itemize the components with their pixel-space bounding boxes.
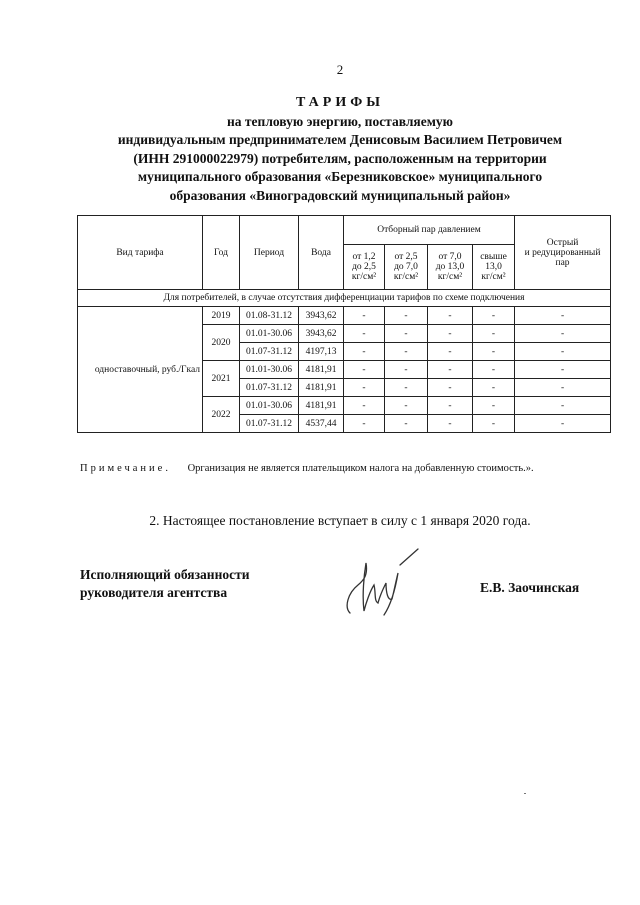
header-year: Год [203, 216, 240, 290]
dash-cell: - [515, 397, 611, 415]
steam-header-line: свыше [480, 252, 507, 262]
header-sharp-line: Острый [546, 237, 579, 248]
water-cell: 4181,91 [299, 397, 344, 415]
handwritten-signature [340, 545, 440, 620]
tariff-table [77, 215, 611, 433]
dash-cell: - [515, 379, 611, 397]
header-period: Период [240, 216, 299, 290]
header-tariff-type: Вид тарифа [78, 216, 203, 290]
year-cell: 2022 [203, 397, 240, 433]
steam-header-line: от 1,2 [352, 252, 376, 262]
dash-cell: - [344, 325, 385, 343]
table-row [78, 307, 611, 325]
note-label: Примечание. [80, 463, 171, 474]
title-line: индивидуальным предпринимателем Денисовым Василием Петровичем [117, 132, 563, 147]
dash-cell: - [515, 343, 611, 361]
period-cell: 01.07-31.12 [240, 379, 299, 397]
steam-header-line: кг/см² [351, 272, 377, 282]
dash-cell: - [385, 415, 428, 433]
title-line: муниципального образования «Березниковское» муниципального [137, 169, 543, 184]
dash-cell: - [344, 397, 385, 415]
water-cell: 4181,91 [299, 361, 344, 379]
year-cell: 2019 [203, 307, 240, 325]
dash-cell: - [473, 343, 515, 361]
rate-type-cell: одноставочный, руб./Гкал [78, 307, 203, 433]
title-line: на тепловую энергию, поставляемую [227, 113, 453, 129]
header-steam-2 [385, 245, 428, 290]
title-line: образования «Виноградовский муниципальный район» [169, 187, 511, 203]
dash-cell: - [428, 397, 473, 415]
period-cell: 01.07-31.12 [240, 343, 299, 361]
steam-header-line: от 7,0 [438, 252, 462, 262]
period-cell: 01.01-30.06 [240, 397, 299, 415]
note-text: Организация не является плательщиком налога на добавленную стоимость.». [187, 463, 534, 474]
period-cell: 01.01-30.06 [240, 361, 299, 379]
water-cell: 4537,44 [299, 415, 344, 433]
clause-text: 2. Настоящее постановление вступает в силу с 1 января 2020 года. [149, 513, 531, 528]
dash-cell: - [428, 361, 473, 379]
dash-cell: - [385, 325, 428, 343]
dash-cell: - [385, 343, 428, 361]
header-steam-4 [473, 245, 515, 290]
dash-cell: - [344, 379, 385, 397]
position-line: Исполняющий обязанности [80, 567, 250, 582]
water-cell: 3943,62 [299, 307, 344, 325]
period-cell: 01.08-31.12 [240, 307, 299, 325]
water-cell: 3943,62 [299, 325, 344, 343]
header-sharp-line: и редуцированный [524, 247, 601, 258]
dash-cell: - [515, 415, 611, 433]
header-sharp-steam [515, 216, 611, 290]
dash-cell: - [428, 415, 473, 433]
page-number: 2 [336, 62, 344, 77]
note [80, 463, 534, 474]
title-heading: ТАРИФЫ [296, 95, 384, 110]
dash-cell: - [344, 343, 385, 361]
header-water: Вода [299, 216, 344, 290]
dash-cell: - [428, 379, 473, 397]
dash-cell: - [428, 307, 473, 325]
title-line: (ИНН 291000022979) потребителям, расположенным на территории [133, 150, 547, 166]
year-cell: 2021 [203, 361, 240, 397]
steam-header-line: кг/см² [393, 272, 419, 282]
header-steam-1 [344, 245, 385, 290]
steam-header-line: кг/см² [437, 272, 463, 282]
steam-header-line: до 2,5 [352, 262, 376, 272]
dash-cell: - [515, 361, 611, 379]
dash-cell: - [473, 397, 515, 415]
dash-cell: - [344, 307, 385, 325]
year-cell: 2020 [203, 325, 240, 361]
dash-cell: - [344, 415, 385, 433]
steam-header-line: кг/см² [481, 272, 506, 282]
dash-cell: - [344, 361, 385, 379]
steam-header-line: от 2,5 [394, 252, 418, 262]
header-steam-3 [428, 245, 473, 290]
dash-cell: - [473, 307, 515, 325]
dash-cell: - [385, 307, 428, 325]
header-steam-group: Отборный пар давлением [344, 216, 515, 245]
dash-cell: - [473, 415, 515, 433]
header-sharp-line: пар [555, 257, 570, 268]
dash-cell: - [515, 307, 611, 325]
dash-cell: - [428, 325, 473, 343]
document-title [70, 94, 610, 205]
signatory-name: Е.В. Заочинская [480, 580, 580, 595]
signatory-position [80, 566, 250, 602]
dash-cell: - [385, 397, 428, 415]
water-cell: 4181,91 [299, 379, 344, 397]
steam-header-line: до 7,0 [394, 262, 418, 272]
steam-header-line: 13,0 [485, 262, 502, 272]
period-cell: 01.07-31.12 [240, 415, 299, 433]
table-subheader: Для потребителей, в случае отсутствия дифференциации тарифов по схеме подключения [78, 290, 611, 307]
dash-cell: - [473, 379, 515, 397]
scan-speck [524, 793, 526, 794]
dash-cell: - [473, 361, 515, 379]
steam-header-line: до 13,0 [435, 262, 465, 272]
water-cell: 4197,13 [299, 343, 344, 361]
dash-cell: - [385, 379, 428, 397]
dash-cell: - [473, 325, 515, 343]
dash-cell: - [385, 361, 428, 379]
dash-cell: - [428, 343, 473, 361]
dash-cell: - [515, 325, 611, 343]
period-cell: 01.01-30.06 [240, 325, 299, 343]
position-line: руководителя агентства [80, 585, 228, 600]
